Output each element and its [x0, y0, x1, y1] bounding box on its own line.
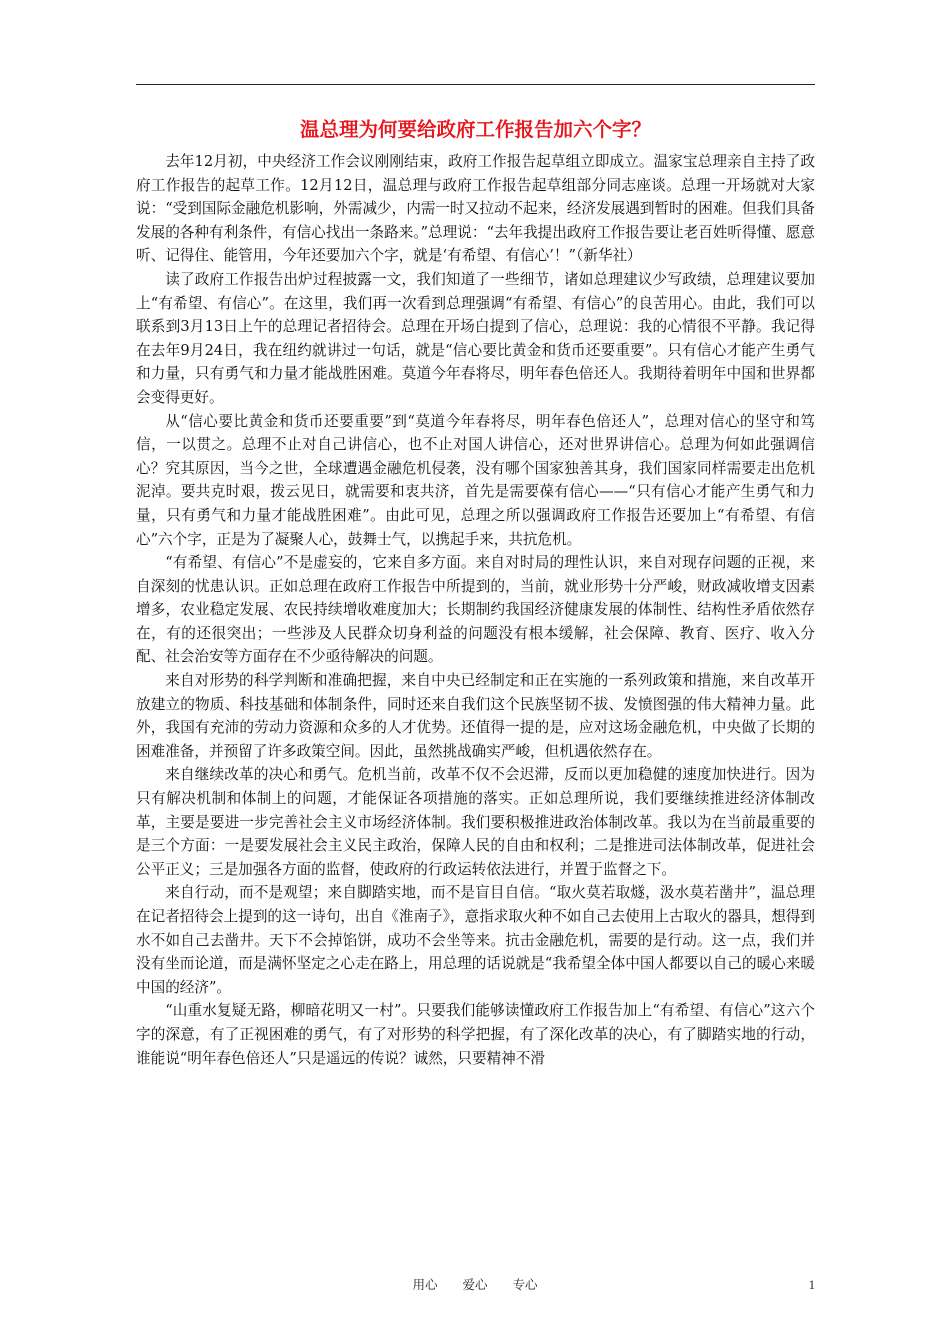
paragraph: 来自继续改革的决心和勇气。危机当前，改革不仅不会迟滞，反而以更加稳健的速度加快进行。因为只有解决机制和体制上的问题，才能保证各项措施的落实。正如总理所说，我们要继续推进经济体制改革，主要是要进一步完善社会主义市场经济体制。我们要积极推进政治体制改革。我以为在当前最重要的是三个方面：一是要发展社会主义民主政治，保障人民的自由和权利；二是推进司法体制改革，促进社会公平正义；三是加强各方面的监督，使政府的行政运转依法进行，并置于监督之下。	[136, 766, 815, 878]
footer-motto: 用心 爱心 专心	[412, 1277, 538, 1292]
paragraph: 读了政府工作报告出炉过程披露一文，我们知道了一些细节，诸如总理建议少写政绩，总理建议要加上“有希望、有信心”。在这里，我们再一次看到总理强调“有希望、有信心”的良苦用心。由此，我们可以联系到3月13日上午的总理记者招待会。总理在开场白提到了信心，总理说：我的心情很不平静。我记得在去年9月24日，我在纽约就讲过一句话，就是“信心要比黄金和货币还要重要”。只有信心才能产生勇气和力量，只有勇气和力量才能战胜困难。莫道今年春将尽，明年春色倍还人。我期待着明年中国和世界都会变得更好。	[136, 270, 815, 406]
header-rule	[136, 84, 815, 85]
paragraph: 去年12月初，中央经济工作会议刚刚结束，政府工作报告起草组立即成立。温家宝总理亲自主持了政府工作报告的起草工作。12月12日，温总理与政府工作报告起草组部分同志座谈。总理一开场就对大家说：“受到国际金融危机影响，外需减少，内需一时又拉动不起来，经济发展遇到暂时的困难。但我们具备发展的各种有利条件，有信心找出一条路来。”总理说：“去年我提出政府工作报告要让老百姓听得懂、愿意听、记得住、能管用，今年还要加六个字，就是‘有希望、有信心’！”（新华社）	[136, 153, 815, 265]
paragraph: 从“信心要比黄金和货币还要重要”到“莫道今年春将尽，明年春色倍还人”，总理对信心的坚守和笃信，一以贯之。总理不止对自己讲信心，也不止对国人讲信心，还对世界讲信心。总理为何如此强调信心？究其原因，当今之世，全球遭遇金融危机侵袭，没有哪个国家独善其身，我们国家同样需要走出危机泥淖。要共克时艰，拨云见日，就需要和衷共济，首先是需要葆有信心——“只有信心才能产生勇气和力量，只有勇气和力量才能战胜困难”。由此可见，总理之所以强调政府工作报告还要加上“有希望、有信心”六个字，正是为了凝聚人心，鼓舞士气，以携起手来，共抗危机。	[136, 412, 815, 548]
paragraph: “有希望、有信心”不是虚妄的，它来自多方面。来自对时局的理性认识，来自对现存问题的正视，来自深刻的忧患认识。正如总理在政府工作报告中所提到的，当前，就业形势十分严峻，财政减收增支因素增多，农业稳定发展、农民持续增收难度加大；长期制约我国经济健康发展的体制性、结构性矛盾依然存在，有的还很突出；一些涉及人民群众切身利益的问题没有根本缓解，社会保障、教育、医疗、收入分配、社会治安等方面存在不少亟待解决的问题。	[136, 554, 815, 666]
document-body	[136, 150, 815, 1070]
document-title: 温总理为何要给政府工作报告加六个字？	[299, 118, 651, 141]
paragraph: 来自对形势的科学判断和准确把握，来自中央已经制定和正在实施的一系列政策和措施，来自改革开放建立的物质、科技基础和体制条件，同时还来自我们这个民族坚韧不拔、发愤图强的伟大精神力量。此外，我国有充沛的劳动力资源和众多的人才优势。还值得一提的是，应对这场金融危机，中央做了长期的困难准备，并预留了许多政策空间。因此，虽然挑战确实严峻，但机遇依然存在。	[136, 672, 815, 760]
page-number: 1	[808, 1278, 815, 1292]
paragraph: 来自行动，而不是观望；来自脚踏实地，而不是盲目自信。“取火莫若取燧，汲水莫若凿井”，温总理在记者招待会上提到的这一诗句，出自《淮南子》，意指求取火种不如自己去使用上古取火的器具，想得到水不如自己去凿井。天下不会掉馅饼，成功不会坐等来。抗击金融危机，需要的是行动。这一点，我们并没有坐而论道，而是满怀坚定之心走在路上，用总理的话说就是“我希望全体中国人都要以自己的暖心来暖中国的经济”。	[136, 884, 815, 996]
paragraph: “山重水复疑无路，柳暗花明又一村”。只要我们能够读懂政府工作报告加上“有希望、有信心”这六个字的深意，有了正视困难的勇气，有了对形势的科学把握，有了深化改革的决心，有了脚踏实地的行动，谁能说“明年春色倍还人”只是遥远的传说？诚然，只要精神不滑	[136, 1002, 815, 1067]
